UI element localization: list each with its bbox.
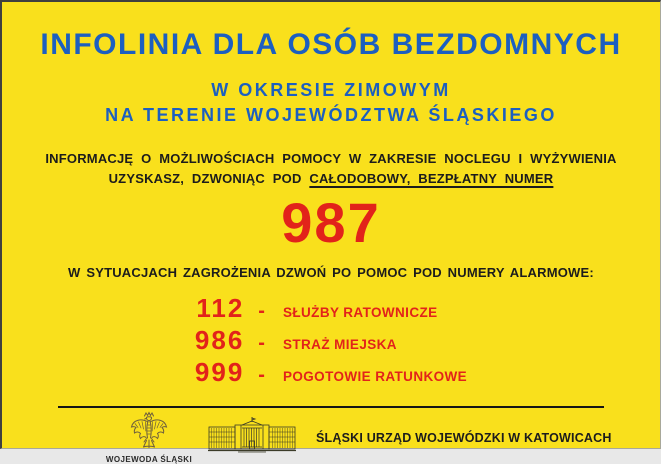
emergency-number: 986 [194,325,245,355]
info-line-1: INFORMACJĘ O MOŻLIWOŚCIACH POMOCY W ZAKRESIE NOCLEGU I WYŻYWIENIA [45,151,617,166]
emergency-numbers-list [194,293,468,387]
eagle-emblem-icon [129,411,169,454]
info-line-2-underlined: CAŁODOBOWY, BEZPŁATNY NUMER [309,171,554,186]
poster-subtitle [2,78,660,128]
emergency-label: POGOTOWIE RATUNKOWE [282,369,468,384]
divider-line [58,406,604,408]
hotline-number: 987 [281,191,381,254]
emergency-number: 112 [196,293,245,323]
info-line-2-prefix: UZYSKASZ, DZWONIĄC POD [108,171,310,186]
poster-title: INFOLINIA DLA OSÓB BEZDOMNYCH [40,28,622,61]
dash-separator: - [258,300,265,322]
dash-separator: - [258,332,265,354]
eagle-caption: WOJEWODA ŚLĄSKI [105,455,193,464]
government-building-icon [208,417,296,458]
footer [2,411,660,464]
info-line-2 [2,169,660,189]
emergency-number: 999 [194,357,245,387]
emergency-heading: W SYTUACJACH ZAGROŻENIA DZWOŃ PO POMOC POD NUMERY ALARMOWE: [68,265,594,280]
emergency-label: STRAŻ MIEJSKA [282,337,397,352]
voivode-emblem [106,411,192,464]
emergency-label: SŁUŻBY RATOWNICZE [282,305,438,320]
subtitle-line-2: NA TERENIE WOJEWÓDZTWA ŚLĄSKIEGO [105,105,557,125]
office-name: ŚLĄSKI URZĄD WOJEWÓDZKI W KATOWICACH [316,430,612,445]
subtitle-line-1: W OKRESIE ZIMOWYM [211,80,451,100]
info-paragraph [2,149,660,189]
dash-separator: - [258,364,265,386]
